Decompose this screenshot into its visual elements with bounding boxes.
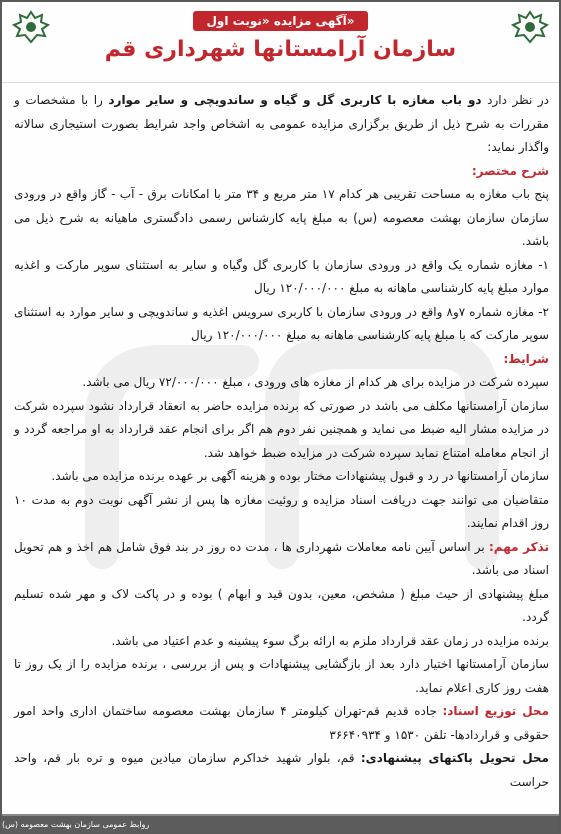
footer-text: روابط عمومی سازمان بهشت معصومه (س) bbox=[2, 819, 150, 829]
delivery-text: قم، بلوار شهید خداکرم سازمان میادین میوه و تره بار قم، واحد حراست bbox=[14, 751, 549, 789]
condition-4: متقاضیان می توانند جهت دریافت اسناد مزایده و روئیت مغازه ها پس از نشر آگهی نوبت دوم به مدت ۱۰ روز اقدام نمایند. bbox=[14, 492, 549, 530]
notice-body bbox=[2, 83, 559, 794]
page-title: سازمان آرامستانها شهرداری قم bbox=[104, 37, 457, 62]
distribution-title: محل توزیع اسناد: bbox=[442, 704, 550, 718]
note-1 bbox=[14, 536, 549, 583]
footer-bar bbox=[2, 816, 559, 832]
distribution-line bbox=[14, 700, 549, 747]
summary-item-2: ۲- مغازه شماره ۷و۸ واقع در ورودی سازمان با کاربری سرویس اغذیه و ساندویچی و سایر موارد به استثنای سوپر مارکت که با مبلغ پایه کارشناسی ماهانه به مبلغ ۱۲۰/۰۰۰/۰۰۰ ریال bbox=[14, 304, 549, 342]
summary-paragraph: پنج باب مغازه به مساحت تقریبی هر کدام ۱۷ متر مربع و ۳۴ متر با امکانات برق - آب - گاز واقع در ورودی سازمان سازمان بهشت معصومه (س) به مبلغ پایه کارشناس رسمی دادگستری ماهیانه به شرح ذیل می باشد. bbox=[14, 187, 550, 248]
notice-header bbox=[2, 2, 559, 83]
note-2: مبلغ پیشنهادی از حیث مبلغ ( مشخص، معین، بدون قید و ابهام ) بوده و در پاکت لاک و مهر شده تسلیم گردد. bbox=[14, 586, 549, 624]
summary-item-1: ۱- مغازه شماره یک واقع در ورودی سازمان با کاربری گل وگیاه و سایر به استثنای سوپر مارکت و اغذیه موارد مبلغ پایه کارشناسی ماهانه به مبلغ ۱۲۰/۰۰۰/۰۰۰ ریال bbox=[14, 257, 549, 295]
logo-right bbox=[509, 8, 551, 48]
intro-part1: در نظر دارد bbox=[481, 93, 549, 107]
note-3: برنده مزایده در زمان عقد قرارداد ملزم به ارائه برگ سوء پیشینه و عدم اعتیاد می باشد. bbox=[111, 633, 549, 648]
intro-highlight: دو باب مغازه با کاربری گل و گیاه و ساندویچی و سایر موارد bbox=[108, 93, 482, 107]
notes-title: تذکر مهم: bbox=[488, 539, 550, 554]
condition-2: سازمان آرامستانها مکلف می باشد در صورتی که برنده مزایده حاضر به انعقاد قرارداد نشود سپرده شرکت در مزایده مشار الیه ضبط می نماید و همچنین نفر دوم هم اگر برای انجام عقد قرارداد به او مراجعه گردد و از انجام معامله امتناع نماید سپرده شرکت در مزایده ضبط خواهد شد. bbox=[14, 398, 549, 460]
notice-badge: «آگهی مزایده «نوبت اول bbox=[193, 11, 369, 31]
note-4: سازمان آرامستانها اختیار دارد بعد از بازگشایی پیشنهادات و پس از بررسی ، برنده مزایده را از یک روز تا هفت روز کاری اعلام نماید. bbox=[14, 657, 549, 695]
intro-part2: را با مشخصات و مقررات به شرح ذیل از طریق برگزاری مزایده عمومی به اشخاص واجد شرایط بصورت استیجاری سالانه واگذار نماید: bbox=[14, 93, 549, 154]
organization-emblem-icon bbox=[11, 9, 51, 47]
badge-wrap bbox=[2, 2, 559, 31]
intro-paragraph bbox=[14, 89, 549, 160]
organization-emblem-icon bbox=[510, 9, 550, 47]
note-1-text: بر اساس آیین نامه معاملات شهرداری ها ، مدت ده روز در بند فوق شامل هم اخذ و هم تحویل اسناد می باشد. bbox=[14, 539, 549, 577]
logo-left bbox=[10, 8, 52, 48]
distribution-text: جاده قدیم قم-تهران کیلومتر ۴ سازمان بهشت معصومه ساختمان اداری واحد امور حقوقی و قراردادها- تلفن ۱۵۳۰ و ۳۶۶۴۰۹۳۴ bbox=[14, 704, 549, 742]
summary-title: شرح مختصر: bbox=[471, 163, 549, 178]
condition-1: سپرده شرکت در مزایده برای هر کدام از مغازه های ورودی ، مبلغ ۷۲/۰۰۰/۰۰۰ ریال می باشد. bbox=[82, 375, 549, 389]
conditions-title: شرایط: bbox=[503, 351, 549, 366]
delivery-title: محل تحویل پاکتهای پیشنهادی: bbox=[360, 751, 549, 765]
delivery-line bbox=[14, 747, 549, 794]
condition-3: سازمان آرامستانها در رد و قبول پیشنهادات مختار بوده و هزینه آگهی بر عهده برنده مزایده می باشد. bbox=[51, 469, 549, 483]
